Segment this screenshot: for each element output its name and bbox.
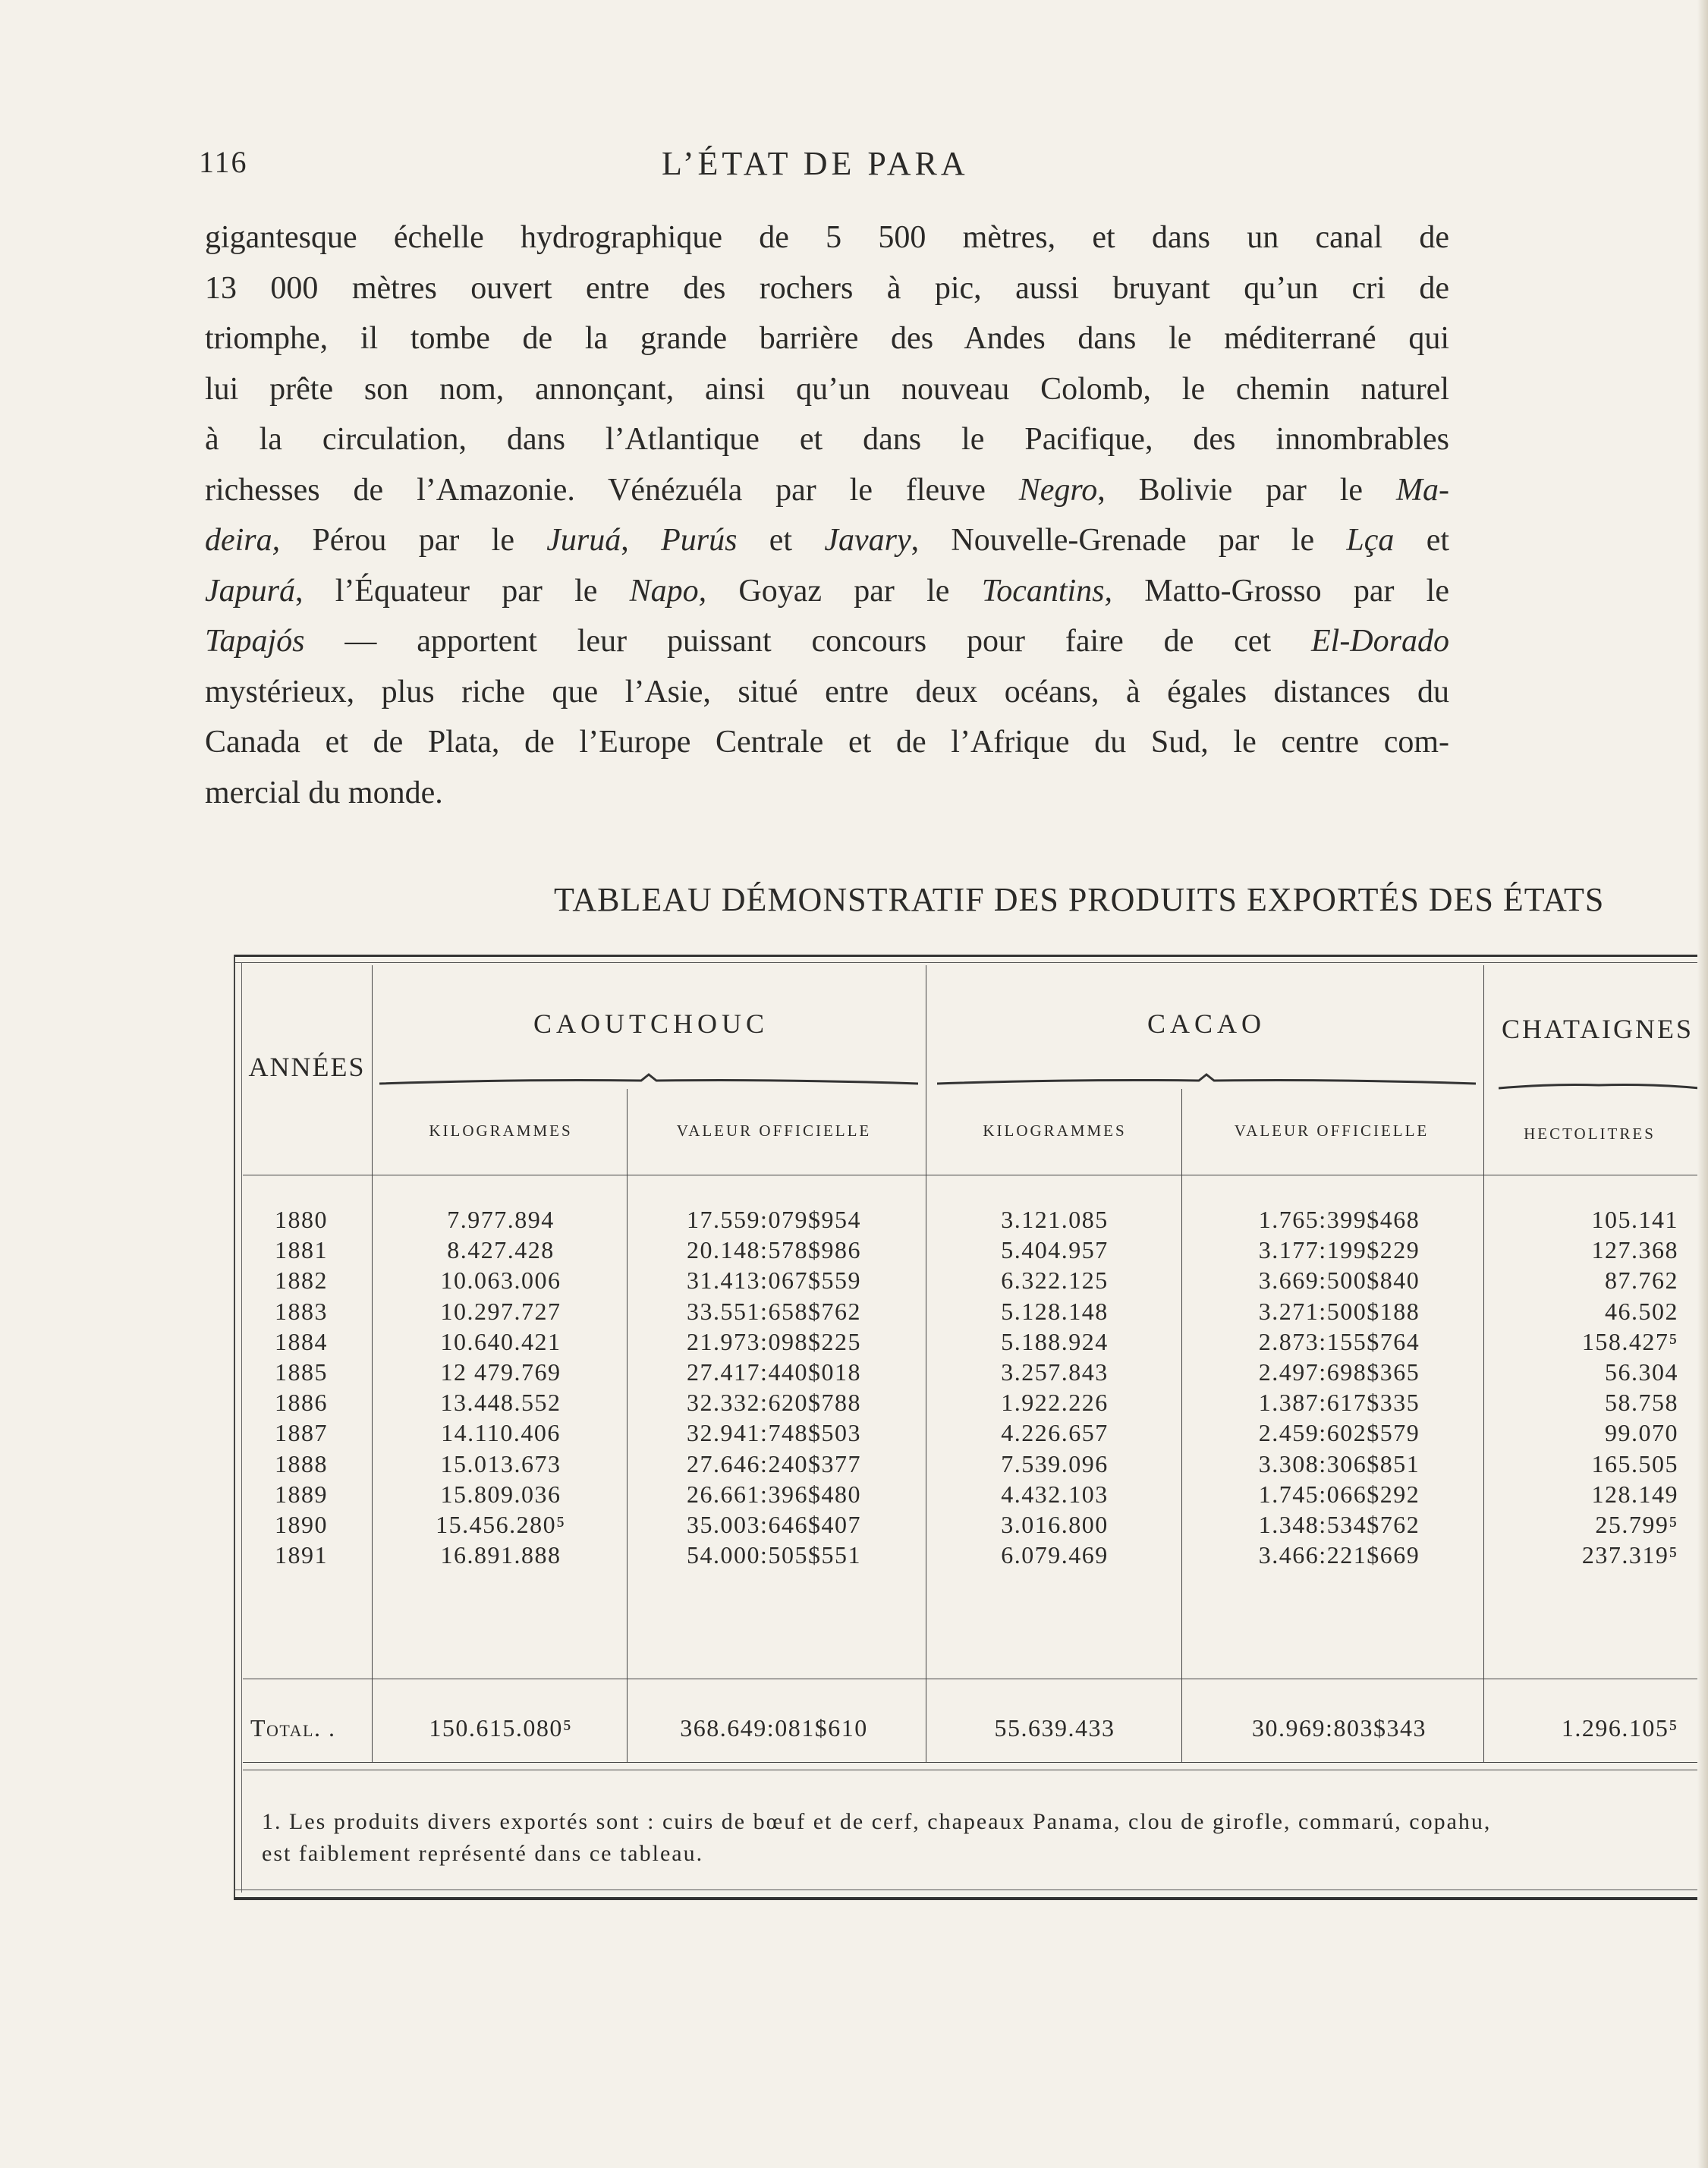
table-cell: 1880 bbox=[275, 1206, 328, 1233]
text-run: — apportent leur puissant concours pour faire de cet bbox=[304, 624, 1311, 659]
group-brace-cacao bbox=[937, 1073, 1476, 1085]
river-name: Japurá bbox=[205, 573, 295, 609]
table-cell: 3.257.843 bbox=[1001, 1358, 1109, 1386]
table-cell: 25.799⁵ bbox=[1595, 1511, 1678, 1539]
text-run: richesses de l’Amazonie. Vénézuéla par le fleuve bbox=[205, 472, 1019, 508]
text-run: , Bolivie par le bbox=[1097, 472, 1396, 508]
page-number: 116 bbox=[199, 145, 248, 179]
table-cell: 1.745:066$292 bbox=[1258, 1480, 1420, 1508]
table-cell: 87.762 bbox=[1605, 1267, 1678, 1295]
table-cell: 32.332:620$788 bbox=[687, 1389, 861, 1417]
table-cell: 35.003:646$407 bbox=[687, 1511, 861, 1539]
table-cell: 26.661:396$480 bbox=[687, 1480, 861, 1508]
table-cell: 56.304 bbox=[1605, 1358, 1678, 1386]
text-run: gigantesque échelle hydrographique de 5 500 mètres, et dans un canal de bbox=[205, 220, 1449, 255]
table-cell: 3.466:221$669 bbox=[1258, 1541, 1420, 1569]
table-cell: 1888 bbox=[275, 1449, 328, 1477]
table-cell: 13.448.552 bbox=[440, 1389, 561, 1417]
table-cell: 1.765:399$468 bbox=[1258, 1206, 1420, 1233]
table-cell: 237.319⁵ bbox=[1581, 1541, 1678, 1569]
table-cell: 2.497:698$365 bbox=[1258, 1358, 1420, 1386]
subheader-valeur-officielle: VALEUR OFFICIELLE bbox=[1234, 1122, 1430, 1140]
total-label: Total. . bbox=[250, 1714, 336, 1742]
table-cell: 15.456.280⁵ bbox=[436, 1511, 566, 1539]
table-cell: 12 479.769 bbox=[440, 1358, 561, 1386]
group-brace-caoutchouc bbox=[379, 1073, 918, 1085]
text-run: , Nouvelle-Grenade par le bbox=[911, 523, 1347, 558]
table-cell: 15.809.036 bbox=[440, 1480, 561, 1508]
text-run: , l’Équateur par le bbox=[295, 573, 630, 609]
column-divider bbox=[372, 965, 373, 1762]
text-run: 13 000 mètres ouvert entre des rochers à pic, aussi bruyant qu’un cri de bbox=[205, 270, 1449, 306]
table-cell: 2.459:602$579 bbox=[1258, 1419, 1420, 1447]
table-cell: 2.873:155$764 bbox=[1258, 1327, 1420, 1355]
table-cell: 105.141 bbox=[1591, 1206, 1678, 1233]
river-name: El-Dorado bbox=[1311, 624, 1449, 659]
text-run: Goyaz par le bbox=[706, 573, 982, 609]
table-cell: 1887 bbox=[275, 1419, 328, 1447]
table-cell: 4.432.103 bbox=[1001, 1480, 1109, 1508]
river-name: Juruá bbox=[546, 523, 621, 558]
table-cell: 7.977.894 bbox=[447, 1206, 555, 1233]
table-cell: 1891 bbox=[275, 1541, 328, 1569]
table-cell: 1884 bbox=[275, 1327, 328, 1355]
group-chataignes: CHATAIGNES bbox=[1501, 1014, 1694, 1044]
text-run: Matto-Grosso par le bbox=[1112, 573, 1449, 609]
river-name: deira, bbox=[205, 523, 281, 558]
table-cell: 1889 bbox=[275, 1480, 328, 1508]
table-cell: 10.063.006 bbox=[440, 1267, 561, 1295]
table-rule-top-thin bbox=[234, 962, 1708, 963]
table-cell: 14.110.406 bbox=[441, 1419, 561, 1447]
text-run: et bbox=[1394, 523, 1450, 558]
table-cell: 99.070 bbox=[1605, 1419, 1678, 1447]
table-cell: 10.297.727 bbox=[440, 1297, 561, 1325]
river-name: Ma- bbox=[1396, 472, 1449, 508]
table-cell: 1.387:617$335 bbox=[1258, 1389, 1420, 1417]
table-cell: 3.271:500$188 bbox=[1258, 1297, 1420, 1325]
column-divider bbox=[627, 1089, 628, 1762]
river-name: Javary bbox=[824, 523, 911, 558]
table-cell: 1885 bbox=[275, 1358, 328, 1386]
table-cell: 10.640.421 bbox=[440, 1327, 561, 1355]
group-cacao: CACAO bbox=[1147, 1008, 1266, 1039]
text-run: lui prête son nom, annonçant, ainsi qu’un nouveau Colomb, le chemin naturel bbox=[205, 371, 1449, 407]
table-cell: 33.551:658$762 bbox=[687, 1297, 861, 1325]
column-chataignes-hectolitres bbox=[1487, 1204, 1678, 1570]
table-cell: 54.000:505$551 bbox=[687, 1541, 861, 1569]
text-run: , bbox=[621, 523, 662, 558]
table-cell: 1886 bbox=[275, 1389, 328, 1417]
table-border-left bbox=[234, 955, 235, 1900]
total-cell: 1.296.105⁵ bbox=[1561, 1714, 1678, 1742]
column-cacao-valeur bbox=[1184, 1204, 1495, 1570]
river-name: Negro bbox=[1018, 472, 1098, 508]
river-name: Purús bbox=[661, 523, 738, 558]
table-cell: 3.121.085 bbox=[1001, 1206, 1109, 1233]
table-cell: 1881 bbox=[275, 1236, 328, 1264]
table-cell: 1.348:534$762 bbox=[1258, 1511, 1420, 1539]
total-cell: 30.969:803$343 bbox=[1252, 1714, 1426, 1742]
table-cell: 27.646:240$377 bbox=[687, 1449, 861, 1477]
table-cell: 158.427⁵ bbox=[1581, 1327, 1678, 1355]
table-cell: 6.322.125 bbox=[1001, 1267, 1109, 1295]
river-name: Tapajós bbox=[205, 624, 305, 659]
text-run: mercial du monde. bbox=[205, 775, 443, 810]
table-cell: 5.128.148 bbox=[1001, 1297, 1109, 1325]
table-cell: 46.502 bbox=[1605, 1297, 1678, 1325]
table-cell: 31.413:067$559 bbox=[687, 1267, 861, 1295]
subheader-kilogrammes: KILOGRAMMES bbox=[983, 1122, 1127, 1140]
group-brace-chataignes bbox=[1499, 1079, 1700, 1091]
table-end-rule bbox=[243, 1762, 1708, 1763]
table-cell: 16.891.888 bbox=[440, 1541, 561, 1569]
footnote-line: 1. Les produits divers exportés sont : cuirs de bœuf et de cerf, chapeaux Panama, clou de girofle, commarú, copahu, bbox=[262, 1809, 1492, 1834]
table-cell: 7.539.096 bbox=[1001, 1449, 1109, 1477]
years-header: ANNÉES bbox=[248, 1052, 366, 1082]
column-annees bbox=[244, 1204, 358, 1570]
running-title: L’ÉTAT DE PARA bbox=[662, 145, 969, 182]
table-cell: 21.973:098$225 bbox=[687, 1327, 861, 1355]
table-cell: 5.404.957 bbox=[1001, 1236, 1109, 1264]
column-divider bbox=[1181, 1089, 1182, 1762]
table-cell: 3.016.800 bbox=[1001, 1511, 1109, 1539]
river-name: Napo, bbox=[629, 573, 707, 609]
subheader-hectolitres: HECTOLITRES bbox=[1524, 1125, 1656, 1143]
subheader-valeur-officielle: VALEUR OFFICIELLE bbox=[676, 1122, 872, 1140]
text-run: triomphe, il tombe de la grande barrière des Andes dans le méditerrané qui bbox=[205, 321, 1449, 356]
table-cell: 4.226.657 bbox=[1001, 1419, 1109, 1447]
column-caoutchouc-kilogrammes bbox=[379, 1204, 622, 1570]
table-cell: 58.758 bbox=[1605, 1389, 1678, 1417]
table-title: TABLEAU DÉMONSTRATIF DES PRODUITS EXPORTÉS DES ÉTATS bbox=[554, 881, 1605, 918]
table-cell: 128.149 bbox=[1591, 1480, 1678, 1508]
footnote bbox=[262, 1806, 1708, 1870]
column-caoutchouc-valeur bbox=[630, 1204, 918, 1570]
text-run: et bbox=[737, 523, 825, 558]
table-cell: 27.417:440$018 bbox=[687, 1358, 861, 1386]
table-border-left-inner bbox=[241, 962, 242, 1893]
table-rule-bottom bbox=[234, 1897, 1708, 1900]
group-caoutchouc: CAOUTCHOUC bbox=[533, 1008, 769, 1039]
page-edge-shadow bbox=[1697, 0, 1708, 2168]
table-cell: 20.148:578$986 bbox=[687, 1236, 861, 1264]
footnote-line: est faiblement représenté dans ce tableau. bbox=[262, 1841, 704, 1866]
total-cell: 55.639.433 bbox=[994, 1714, 1115, 1742]
text-run: mystérieux, plus riche que l’Asie, situé entre deux océans, à égales distances du bbox=[205, 674, 1449, 710]
running-head bbox=[199, 144, 1451, 190]
table-cell: 3.177:199$229 bbox=[1258, 1236, 1420, 1264]
table-rule-top bbox=[234, 955, 1708, 957]
table-cell: 1883 bbox=[275, 1297, 328, 1325]
table-cell: 127.368 bbox=[1591, 1236, 1678, 1264]
column-cacao-kilogrammes bbox=[933, 1204, 1176, 1570]
table-cell: 8.427.428 bbox=[447, 1236, 555, 1264]
total-cell: 150.615.080⁵ bbox=[429, 1714, 573, 1742]
text-run: Pérou par le bbox=[280, 523, 547, 558]
text-run: Canada et de Plata, de l’Europe Centrale et de l’Afrique du Sud, le centre com- bbox=[205, 725, 1449, 760]
river-name: Lça bbox=[1346, 523, 1395, 558]
table-cell: 1.922.226 bbox=[1001, 1389, 1109, 1417]
table-cell: 32.941:748$503 bbox=[687, 1419, 861, 1447]
river-name: Tocantins, bbox=[981, 573, 1113, 609]
subheader-kilogrammes: KILOGRAMMES bbox=[429, 1122, 573, 1140]
table-cell: 5.188.924 bbox=[1001, 1327, 1109, 1355]
total-cell: 368.649:081$610 bbox=[680, 1714, 868, 1742]
table-cell: 6.079.469 bbox=[1001, 1541, 1109, 1569]
body-paragraph bbox=[205, 212, 1449, 818]
table-cell: 1882 bbox=[275, 1267, 328, 1295]
table-cell: 165.505 bbox=[1591, 1449, 1678, 1477]
text-run: à la circulation, dans l’Atlantique et dans le Pacifique, des innombrables bbox=[205, 422, 1449, 457]
table-cell: 17.559:079$954 bbox=[687, 1206, 861, 1233]
table-cell: 3.308:306$851 bbox=[1258, 1449, 1420, 1477]
table-cell: 15.013.673 bbox=[440, 1449, 561, 1477]
table-cell: 3.669:500$840 bbox=[1258, 1267, 1420, 1295]
table-cell: 1890 bbox=[275, 1511, 328, 1539]
